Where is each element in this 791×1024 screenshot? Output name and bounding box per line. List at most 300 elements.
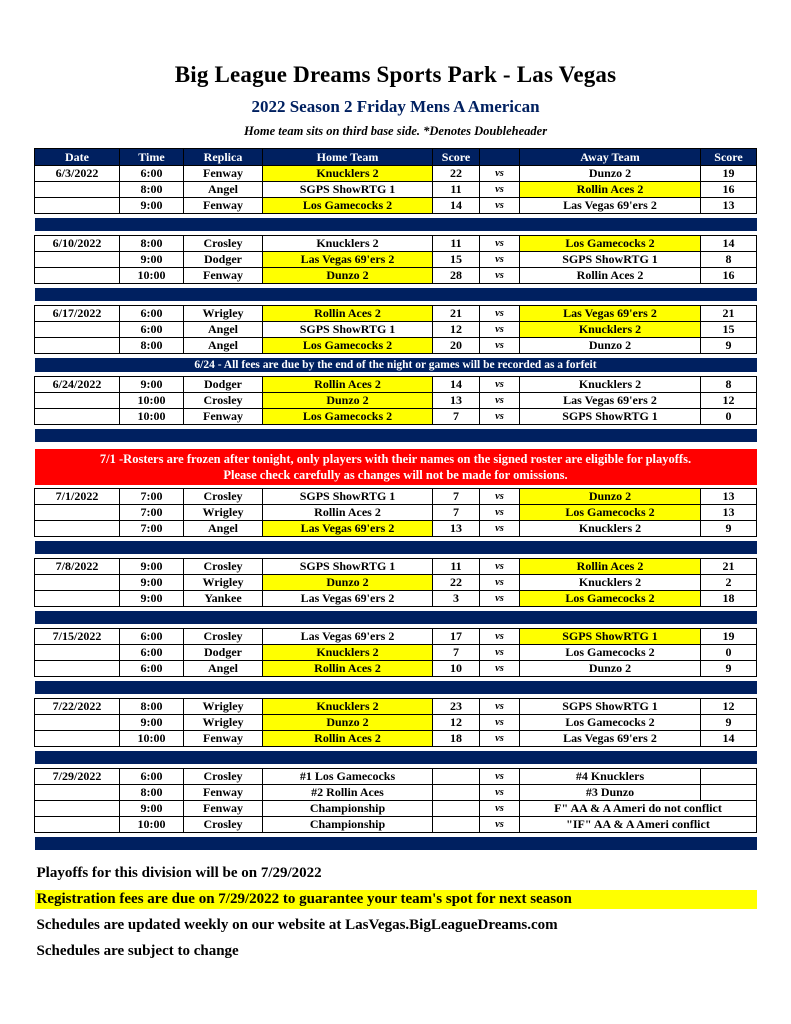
- game-row: [35, 198, 757, 214]
- replica-cell: Fenway: [184, 166, 263, 182]
- home-score-cell: 7: [433, 645, 480, 661]
- separator-bar: [35, 541, 757, 554]
- replica-cell: Crosley: [184, 817, 263, 833]
- footer-note: Schedules are subject to change: [36, 943, 239, 959]
- home-team-cell: Championship: [263, 817, 433, 833]
- vs-label: vs: [480, 769, 520, 785]
- home-score-cell: 11: [433, 559, 480, 575]
- home-team-cell: Las Vegas 69'ers 2: [263, 629, 433, 645]
- home-score-cell: 7: [433, 505, 480, 521]
- away-score-cell: 0: [701, 645, 757, 661]
- game-row: [35, 252, 757, 268]
- date-cell: [35, 817, 120, 833]
- home-score-cell: 14: [433, 198, 480, 214]
- away-team-cell: SGPS ShowRTG 1: [520, 252, 701, 268]
- away-team-cell: SGPS ShowRTG 1: [520, 629, 701, 645]
- vs-label: vs: [480, 377, 520, 393]
- home-team-cell: Rollin Aces 2: [263, 661, 433, 677]
- date-cell: 6/24/2022: [35, 377, 120, 393]
- game-row: [35, 629, 757, 645]
- vs-label: vs: [480, 268, 520, 284]
- replica-cell: Fenway: [184, 801, 263, 817]
- separator-cell: [35, 607, 757, 629]
- home-team-cell: Dunzo 2: [263, 393, 433, 409]
- away-team-cell: SGPS ShowRTG 1: [520, 699, 701, 715]
- time-cell: 8:00: [120, 236, 184, 252]
- home-score-cell: 21: [433, 306, 480, 322]
- game-row: [35, 801, 757, 817]
- home-team-cell: SGPS ShowRTG 1: [263, 489, 433, 505]
- separator-cell: [35, 284, 757, 306]
- replica-cell: Wrigley: [184, 505, 263, 521]
- replica-cell: Crosley: [184, 769, 263, 785]
- time-cell: 10:00: [120, 817, 184, 833]
- time-cell: 10:00: [120, 393, 184, 409]
- vs-label: vs: [480, 236, 520, 252]
- home-score-cell: 18: [433, 731, 480, 747]
- away-team-cell: Dunzo 2: [520, 489, 701, 505]
- replica-cell: Angel: [184, 182, 263, 198]
- separator-cell: [35, 833, 757, 855]
- home-score-cell: 22: [433, 166, 480, 182]
- game-row: [35, 489, 757, 505]
- separator-row: [35, 607, 757, 629]
- separator-bar: [35, 218, 757, 231]
- game-row: [35, 521, 757, 537]
- away-score-cell: 13: [701, 489, 757, 505]
- date-cell: 6/10/2022: [35, 236, 120, 252]
- replica-cell: Wrigley: [184, 575, 263, 591]
- home-team-cell: Las Vegas 69'ers 2: [263, 252, 433, 268]
- vs-label: vs: [480, 322, 520, 338]
- away-team-cell: Los Gamecocks 2: [520, 505, 701, 521]
- replica-cell: Fenway: [184, 785, 263, 801]
- away-team-cell: #3 Dunzo: [520, 785, 701, 801]
- time-cell: 7:00: [120, 505, 184, 521]
- game-row: [35, 575, 757, 591]
- separator-bar: [35, 288, 757, 301]
- game-row: [35, 268, 757, 284]
- replica-cell: Fenway: [184, 198, 263, 214]
- separator-row: [35, 537, 757, 559]
- date-cell: [35, 785, 120, 801]
- game-row: [35, 182, 757, 198]
- home-team-cell: Knucklers 2: [263, 699, 433, 715]
- home-team-note: Home team sits on third base side. *Denotes Doubleheader: [243, 124, 548, 138]
- vs-label: vs: [480, 645, 520, 661]
- header-away-score: Score: [701, 149, 757, 166]
- replica-cell: Angel: [184, 322, 263, 338]
- date-cell: [35, 182, 120, 198]
- separator-row: [35, 677, 757, 699]
- footer-note: Schedules are updated weekly on our website at LasVegas.BigLeagueDreams.com: [36, 917, 558, 933]
- time-cell: 7:00: [120, 521, 184, 537]
- replica-cell: Fenway: [184, 268, 263, 284]
- game-row: [35, 645, 757, 661]
- home-team-cell: Las Vegas 69'ers 2: [263, 591, 433, 607]
- home-team-cell: Los Gamecocks 2: [263, 409, 433, 425]
- away-score-cell: 8: [701, 252, 757, 268]
- away-team-cell: Las Vegas 69'ers 2: [520, 731, 701, 747]
- game-row: [35, 785, 757, 801]
- header-replica: Replica: [184, 149, 263, 166]
- home-team-cell: Knucklers 2: [263, 645, 433, 661]
- home-team-cell: Rollin Aces 2: [263, 731, 433, 747]
- vs-label: vs: [480, 182, 520, 198]
- game-row: [35, 377, 757, 393]
- home-score-cell: 22: [433, 575, 480, 591]
- away-team-cell: Rollin Aces 2: [520, 559, 701, 575]
- time-cell: 6:00: [120, 322, 184, 338]
- away-team-cell: Las Vegas 69'ers 2: [520, 393, 701, 409]
- footer-note: Registration fees are due on 7/29/2022 to guarantee your team's spot for next season: [35, 890, 757, 909]
- date-cell: [35, 252, 120, 268]
- vs-label: vs: [480, 575, 520, 591]
- home-score-cell: 14: [433, 377, 480, 393]
- home-score-cell: 17: [433, 629, 480, 645]
- home-score-cell: 7: [433, 489, 480, 505]
- replica-cell: Crosley: [184, 489, 263, 505]
- separator-row: [35, 747, 757, 769]
- separator-cell: [35, 747, 757, 769]
- away-team-cell: SGPS ShowRTG 1: [520, 409, 701, 425]
- home-score-cell: 28: [433, 268, 480, 284]
- game-row: [35, 236, 757, 252]
- date-cell: [35, 575, 120, 591]
- date-cell: [35, 731, 120, 747]
- vs-label: vs: [480, 629, 520, 645]
- date-cell: [35, 661, 120, 677]
- away-score-cell: [701, 785, 757, 801]
- roster-freeze-banner: [35, 449, 757, 485]
- date-cell: 6/3/2022: [35, 166, 120, 182]
- away-score-cell: 0: [701, 409, 757, 425]
- game-row: [35, 505, 757, 521]
- game-row: [35, 338, 757, 354]
- separator-bar: 6/24 - All fees are due by the end of the night or games will be recorded as a forfeit: [35, 358, 757, 372]
- game-row: [35, 166, 757, 182]
- away-team-cell: Los Gamecocks 2: [520, 715, 701, 731]
- header-vs: [480, 149, 520, 166]
- replica-cell: Angel: [184, 661, 263, 677]
- vs-label: vs: [480, 591, 520, 607]
- vs-label: vs: [480, 801, 520, 817]
- vs-label: vs: [480, 252, 520, 268]
- table-header-row: [35, 149, 757, 166]
- replica-cell: Dodger: [184, 377, 263, 393]
- time-cell: 9:00: [120, 715, 184, 731]
- separator-cell: [35, 425, 757, 447]
- game-row: [35, 591, 757, 607]
- away-score-cell: 21: [701, 306, 757, 322]
- replica-cell: Crosley: [184, 559, 263, 575]
- date-cell: [35, 645, 120, 661]
- vs-label: vs: [480, 521, 520, 537]
- time-cell: 6:00: [120, 629, 184, 645]
- vs-label: vs: [480, 409, 520, 425]
- home-score-cell: 15: [433, 252, 480, 268]
- time-cell: 8:00: [120, 182, 184, 198]
- footer-notes: [35, 864, 757, 961]
- away-team-cell: Knucklers 2: [520, 377, 701, 393]
- away-score-cell: 19: [701, 629, 757, 645]
- vs-label: vs: [480, 661, 520, 677]
- game-row: [35, 699, 757, 715]
- away-score-cell: 12: [701, 699, 757, 715]
- away-team-cell: F" AA & A Ameri do not conflict: [520, 801, 757, 817]
- home-score-cell: [433, 801, 480, 817]
- away-team-cell: Los Gamecocks 2: [520, 591, 701, 607]
- away-score-cell: 13: [701, 505, 757, 521]
- footer-note: Playoffs for this division will be on 7/29/2022: [36, 865, 322, 881]
- time-cell: 9:00: [120, 591, 184, 607]
- time-cell: 9:00: [120, 575, 184, 591]
- home-team-cell: Dunzo 2: [263, 715, 433, 731]
- away-score-cell: 12: [701, 393, 757, 409]
- vs-label: vs: [480, 817, 520, 833]
- replica-cell: Dodger: [184, 645, 263, 661]
- replica-cell: Crosley: [184, 236, 263, 252]
- separator-row: [35, 425, 757, 447]
- date-cell: [35, 801, 120, 817]
- away-score-cell: 13: [701, 198, 757, 214]
- time-cell: 6:00: [120, 661, 184, 677]
- vs-label: vs: [480, 785, 520, 801]
- away-team-cell: Los Gamecocks 2: [520, 645, 701, 661]
- vs-label: vs: [480, 715, 520, 731]
- page-title: Big League Dreams Sports Park - Las Vegas: [174, 62, 617, 87]
- replica-cell: Wrigley: [184, 715, 263, 731]
- away-score-cell: 16: [701, 268, 757, 284]
- away-team-cell: Las Vegas 69'ers 2: [520, 306, 701, 322]
- home-score-cell: 23: [433, 699, 480, 715]
- notice-cell: [35, 446, 757, 489]
- home-team-cell: #2 Rollin Aces: [263, 785, 433, 801]
- vs-label: vs: [480, 489, 520, 505]
- home-team-cell: SGPS ShowRTG 1: [263, 559, 433, 575]
- home-score-cell: 12: [433, 322, 480, 338]
- separator-cell: [35, 537, 757, 559]
- time-cell: 10:00: [120, 268, 184, 284]
- separator-row: [35, 354, 757, 377]
- home-team-cell: Championship: [263, 801, 433, 817]
- time-cell: 10:00: [120, 409, 184, 425]
- home-score-cell: 11: [433, 182, 480, 198]
- game-row: [35, 306, 757, 322]
- away-score-cell: 9: [701, 521, 757, 537]
- time-cell: 6:00: [120, 306, 184, 322]
- away-score-cell: 9: [701, 338, 757, 354]
- date-cell: 7/8/2022: [35, 559, 120, 575]
- away-team-cell: Las Vegas 69'ers 2: [520, 198, 701, 214]
- separator-bar: [35, 681, 757, 694]
- replica-cell: Wrigley: [184, 306, 263, 322]
- vs-label: vs: [480, 505, 520, 521]
- replica-cell: Fenway: [184, 731, 263, 747]
- header-home-score: Score: [433, 149, 480, 166]
- separator-cell: [35, 354, 757, 377]
- time-cell: 6:00: [120, 645, 184, 661]
- away-score-cell: 18: [701, 591, 757, 607]
- time-cell: 9:00: [120, 801, 184, 817]
- game-row: [35, 769, 757, 785]
- separator-cell: [35, 677, 757, 699]
- home-score-cell: 13: [433, 393, 480, 409]
- home-score-cell: 13: [433, 521, 480, 537]
- away-score-cell: [701, 769, 757, 785]
- date-cell: [35, 322, 120, 338]
- game-row: [35, 817, 757, 833]
- away-score-cell: 16: [701, 182, 757, 198]
- time-cell: 9:00: [120, 252, 184, 268]
- date-cell: 7/29/2022: [35, 769, 120, 785]
- home-score-cell: 10: [433, 661, 480, 677]
- header-date: Date: [35, 149, 120, 166]
- away-score-cell: 2: [701, 575, 757, 591]
- game-row: [35, 322, 757, 338]
- replica-cell: Angel: [184, 338, 263, 354]
- vs-label: vs: [480, 393, 520, 409]
- replica-cell: Wrigley: [184, 699, 263, 715]
- away-team-cell: Los Gamecocks 2: [520, 236, 701, 252]
- away-score-cell: 14: [701, 731, 757, 747]
- home-score-cell: 3: [433, 591, 480, 607]
- away-team-cell: Knucklers 2: [520, 575, 701, 591]
- time-cell: 6:00: [120, 769, 184, 785]
- time-cell: 6:00: [120, 166, 184, 182]
- home-team-cell: #1 Los Gamecocks: [263, 769, 433, 785]
- schedule-body: [35, 166, 757, 855]
- vs-label: vs: [480, 166, 520, 182]
- date-cell: [35, 338, 120, 354]
- header-away-team: Away Team: [520, 149, 701, 166]
- home-score-cell: [433, 769, 480, 785]
- date-cell: [35, 268, 120, 284]
- time-cell: 9:00: [120, 198, 184, 214]
- notice-row: [35, 446, 757, 489]
- notice-line: Please check carefully as changes will not be made for omissions.: [223, 468, 568, 482]
- home-team-cell: Rollin Aces 2: [263, 505, 433, 521]
- replica-cell: Crosley: [184, 629, 263, 645]
- home-score-cell: 7: [433, 409, 480, 425]
- home-team-cell: Knucklers 2: [263, 236, 433, 252]
- separator-cell: [35, 214, 757, 236]
- separator-row: [35, 284, 757, 306]
- away-team-cell: Rollin Aces 2: [520, 182, 701, 198]
- date-cell: [35, 505, 120, 521]
- replica-cell: Yankee: [184, 591, 263, 607]
- home-score-cell: [433, 785, 480, 801]
- notice-line: 7/1 -Rosters are frozen after tonight, only players with their names on the signed roster are eligible for playoffs.: [99, 452, 692, 466]
- home-score-cell: [433, 817, 480, 833]
- away-team-cell: Knucklers 2: [520, 521, 701, 537]
- home-score-cell: 20: [433, 338, 480, 354]
- home-team-cell: Rollin Aces 2: [263, 377, 433, 393]
- home-team-cell: Las Vegas 69'ers 2: [263, 521, 433, 537]
- date-cell: [35, 591, 120, 607]
- time-cell: 10:00: [120, 731, 184, 747]
- home-team-cell: Dunzo 2: [263, 268, 433, 284]
- date-cell: 7/15/2022: [35, 629, 120, 645]
- home-team-cell: SGPS ShowRTG 1: [263, 182, 433, 198]
- vs-label: vs: [480, 731, 520, 747]
- away-team-cell: Dunzo 2: [520, 166, 701, 182]
- game-row: [35, 559, 757, 575]
- replica-cell: Fenway: [184, 409, 263, 425]
- date-cell: [35, 393, 120, 409]
- time-cell: 9:00: [120, 559, 184, 575]
- away-team-cell: Dunzo 2: [520, 338, 701, 354]
- header-time: Time: [120, 149, 184, 166]
- game-row: [35, 715, 757, 731]
- game-row: [35, 393, 757, 409]
- away-score-cell: 14: [701, 236, 757, 252]
- away-score-cell: 9: [701, 715, 757, 731]
- date-cell: [35, 409, 120, 425]
- home-team-cell: Los Gamecocks 2: [263, 198, 433, 214]
- date-cell: [35, 198, 120, 214]
- game-row: [35, 661, 757, 677]
- time-cell: 9:00: [120, 377, 184, 393]
- replica-cell: Crosley: [184, 393, 263, 409]
- away-team-cell: #4 Knucklers: [520, 769, 701, 785]
- separator-bar: [35, 837, 757, 850]
- separator-row: [35, 833, 757, 855]
- separator-bar: [35, 611, 757, 624]
- time-cell: 8:00: [120, 699, 184, 715]
- replica-cell: Angel: [184, 521, 263, 537]
- home-team-cell: SGPS ShowRTG 1: [263, 322, 433, 338]
- separator-row: [35, 214, 757, 236]
- time-cell: 8:00: [120, 785, 184, 801]
- game-row: [35, 409, 757, 425]
- vs-label: vs: [480, 699, 520, 715]
- vs-label: vs: [480, 306, 520, 322]
- vs-label: vs: [480, 559, 520, 575]
- away-team-cell: Rollin Aces 2: [520, 268, 701, 284]
- home-score-cell: 12: [433, 715, 480, 731]
- home-score-cell: 11: [433, 236, 480, 252]
- away-score-cell: 8: [701, 377, 757, 393]
- date-cell: [35, 521, 120, 537]
- replica-cell: Dodger: [184, 252, 263, 268]
- home-team-cell: Rollin Aces 2: [263, 306, 433, 322]
- away-score-cell: 9: [701, 661, 757, 677]
- time-cell: 7:00: [120, 489, 184, 505]
- schedule-table: [34, 148, 757, 854]
- date-cell: 7/22/2022: [35, 699, 120, 715]
- game-row: [35, 731, 757, 747]
- header-home-team: Home Team: [263, 149, 433, 166]
- date-cell: 7/1/2022: [35, 489, 120, 505]
- away-score-cell: 19: [701, 166, 757, 182]
- home-team-cell: Los Gamecocks 2: [263, 338, 433, 354]
- away-team-cell: "IF" AA & A Ameri conflict: [520, 817, 757, 833]
- separator-bar: [35, 429, 757, 442]
- home-team-cell: Dunzo 2: [263, 575, 433, 591]
- vs-label: vs: [480, 198, 520, 214]
- time-cell: 8:00: [120, 338, 184, 354]
- vs-label: vs: [480, 338, 520, 354]
- home-team-cell: Knucklers 2: [263, 166, 433, 182]
- away-score-cell: 21: [701, 559, 757, 575]
- away-team-cell: Dunzo 2: [520, 661, 701, 677]
- away-score-cell: 15: [701, 322, 757, 338]
- separator-bar: [35, 751, 757, 764]
- away-team-cell: Knucklers 2: [520, 322, 701, 338]
- season-subtitle: 2022 Season 2 Friday Mens A American: [251, 97, 540, 116]
- date-cell: 6/17/2022: [35, 306, 120, 322]
